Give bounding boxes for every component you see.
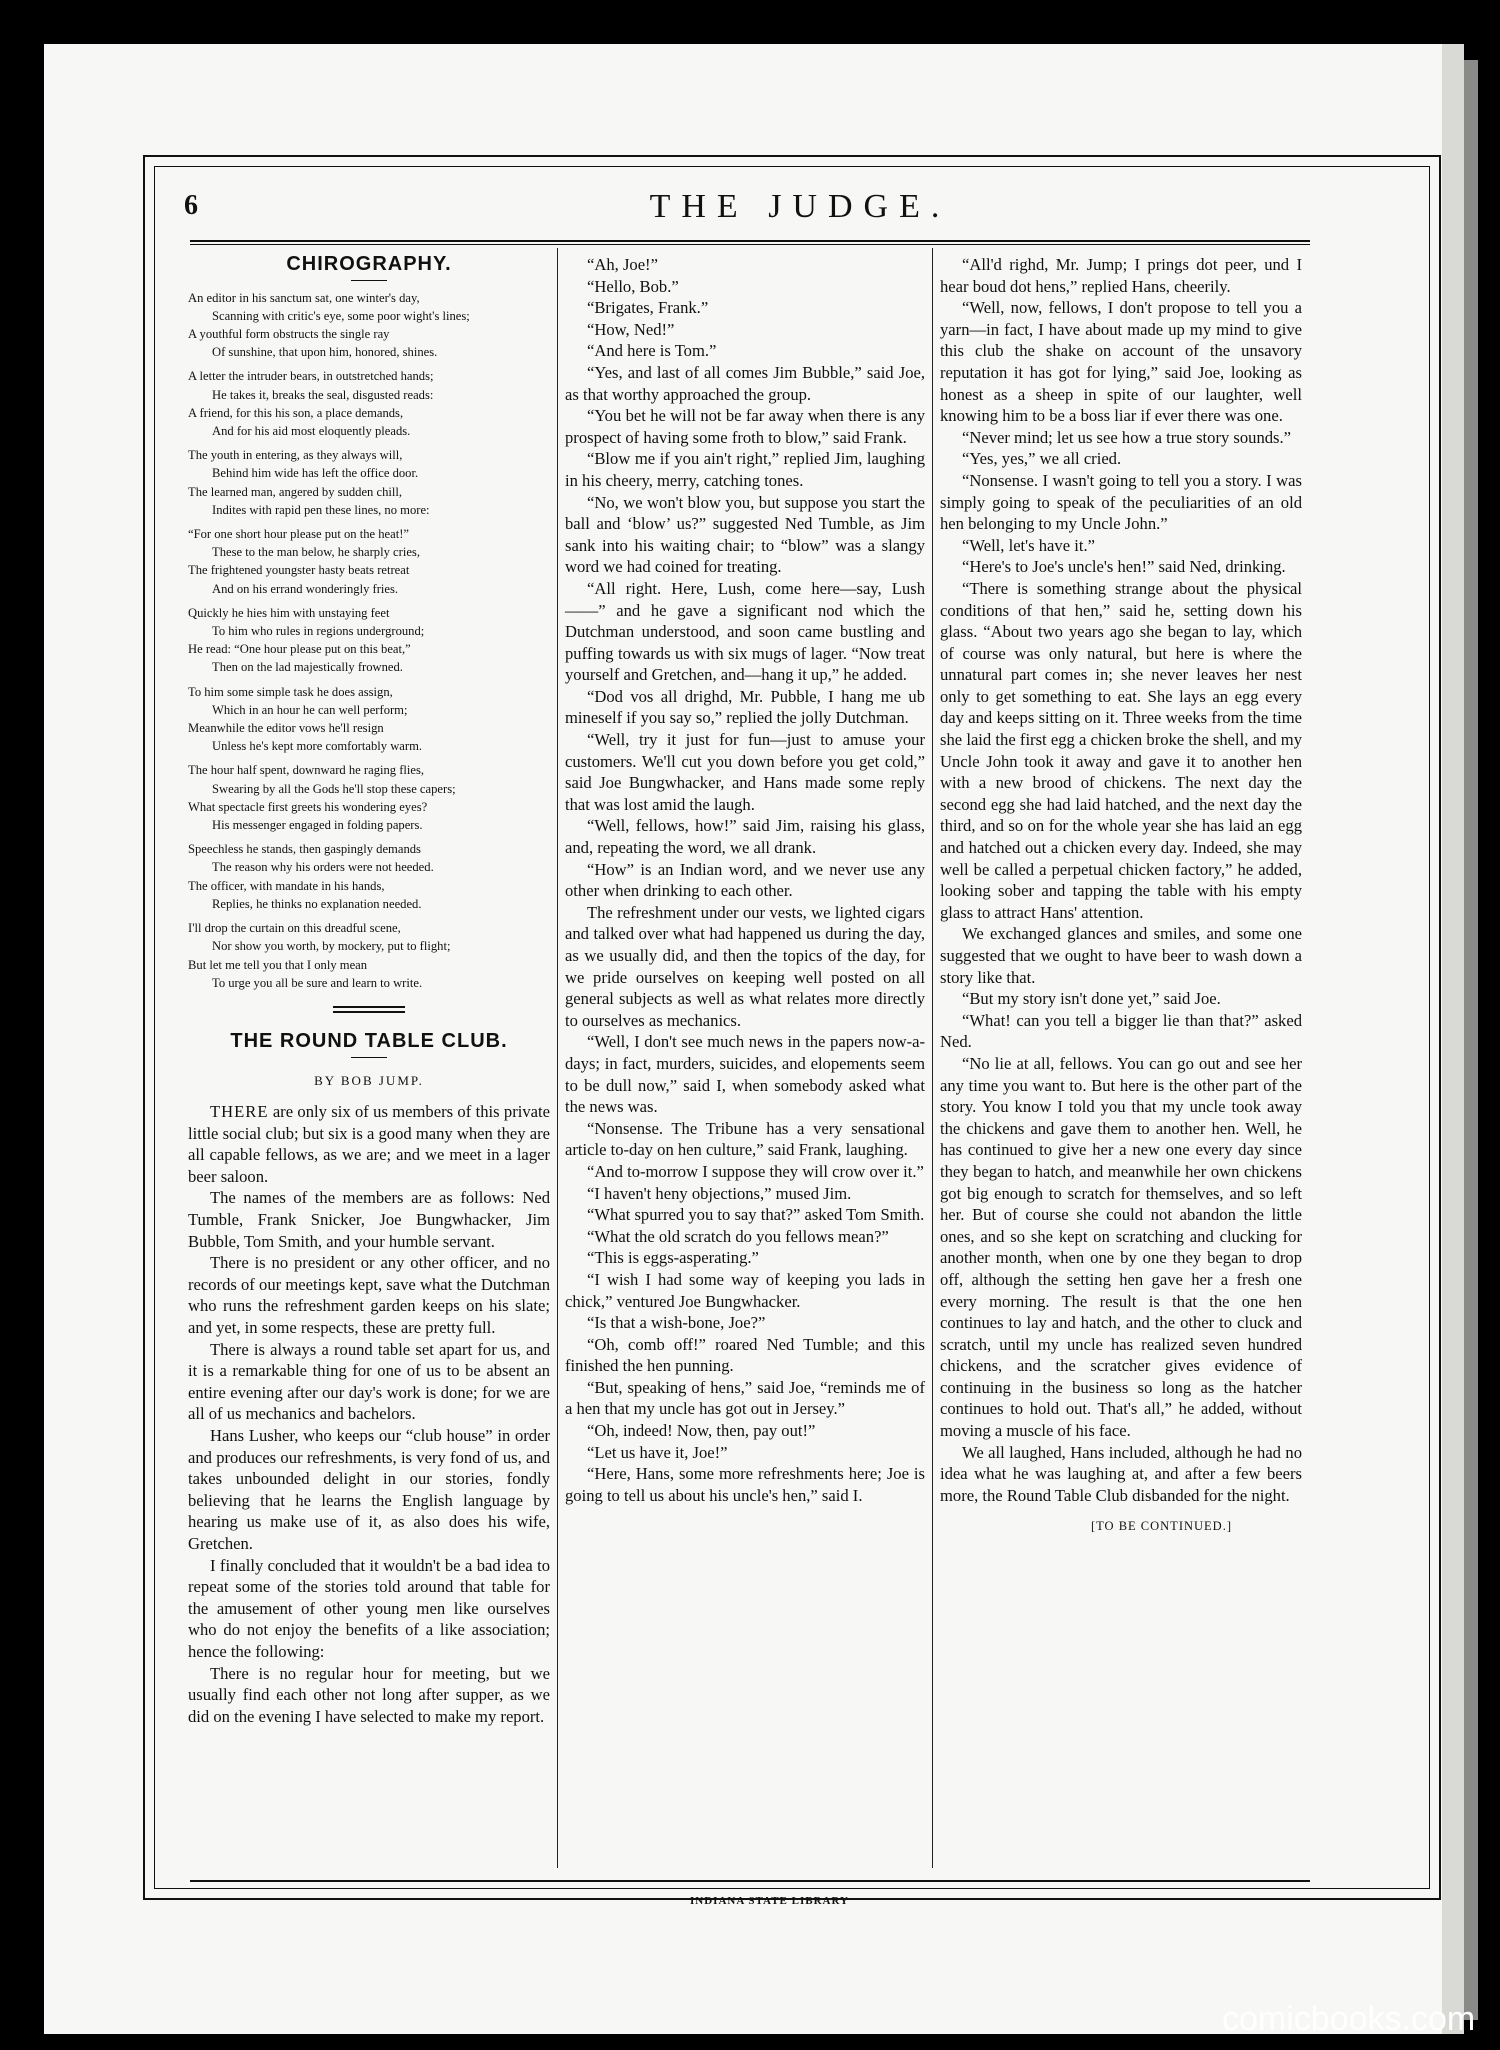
story-paragraph: “Let us have it, Joe!” bbox=[587, 1442, 728, 1462]
poem-line: He takes it, breaks the seal, disgusted reads: bbox=[212, 387, 434, 402]
story-paragraph: “Blow me if you ain't right,” replied Jim, laughing in his cheery, merry, catching tones. bbox=[565, 449, 925, 490]
story-paragraph: “And here is Tom.” bbox=[587, 341, 717, 361]
story-paragraph: We exchanged glances and smiles, and some one suggested that we ought to have beer to wash down a story like that. bbox=[940, 924, 1302, 987]
poem-line: Unless he's kept more comfortably warm. bbox=[212, 739, 423, 754]
story-paragraph: There is always a round table set apart for us, and it is a remarkable thing for one of us to be absent an entire evening after our day's work is done; for we are all of us mechanics and bachelors. bbox=[188, 1339, 550, 1424]
column-divider-2 bbox=[932, 248, 933, 1868]
column-divider-1 bbox=[557, 248, 558, 1868]
story-paragraph: “Nonsense. The Tribune has a very sensational article to-day on hen culture,” said Frank, laughing. bbox=[565, 1118, 925, 1160]
footer-rule bbox=[190, 1880, 1310, 1882]
poem-line: Speechless he stands, then gaspingly demands bbox=[188, 842, 421, 857]
poem-line: And on his errand wonderingly fries. bbox=[212, 581, 399, 596]
title-rule bbox=[351, 280, 387, 281]
poem-line: The reason why his orders were not heeded. bbox=[212, 860, 434, 875]
poem-line: To him who rules in regions underground; bbox=[212, 624, 425, 639]
story-paragraph: “No lie at all, fellows. You can go out and see her any time you want to. But here is the other part of the story. You know I told you that my uncle took away the chickens and gave them to another hen. Well, he has continued to give her a new one every day since they began to hatch, and meanwhile her own chickens got big enough to scratch for themselves, and so left her. But of course she could not abandon the little ones, and so she kept on scratching and clucking for another month, when one by one they began to drop off, although the setting hen gave her a fresh one every morning. The result is that the one hen continues to lay and hatch, and the other to cluck and scratch, until my uncle has realized seven hundred chickens, and the scratcher gives evidence of continuing in the business so long as the hatcher continues to hold out. That's all,” he added, without moving a muscle of his face. bbox=[940, 1053, 1302, 1441]
poem-line: Meanwhile the editor vows he'll resign bbox=[188, 721, 384, 736]
poem-line: Scanning with critic's eye, some poor wight's lines; bbox=[212, 308, 470, 323]
story-paragraph: “Hello, Bob.” bbox=[587, 276, 679, 296]
page-number: 6 bbox=[184, 190, 198, 221]
poem-stanza bbox=[188, 525, 550, 598]
story-paragraph: “Here, Hans, some more refreshments here; Joe is going to tell us about his uncle's hen,” said I. bbox=[565, 1464, 925, 1505]
story-paragraph: “Never mind; let us see how a true story sounds.” bbox=[962, 427, 1292, 447]
poem-line: A youthful form obstructs the single ray bbox=[188, 327, 390, 341]
poem-line: The learned man, angered by sudden chill, bbox=[188, 484, 403, 499]
poem-stanza bbox=[188, 446, 550, 519]
column-1 bbox=[188, 254, 550, 1727]
section-divider bbox=[333, 1006, 405, 1013]
poem-body bbox=[188, 289, 550, 992]
poem-line: But let me tell you that I only mean bbox=[188, 957, 368, 972]
header-rule bbox=[190, 240, 1310, 242]
poem-stanza bbox=[188, 840, 550, 913]
story-paragraph: “Ah, Joe!” bbox=[587, 255, 658, 274]
story-paragraph: “Is that a wish-bone, Joe?” bbox=[587, 1313, 766, 1333]
story-paragraph: “Yes, yes,” we all cried. bbox=[962, 449, 1122, 469]
story-paragraph: “What spurred you to say that?” asked Tom Smith. bbox=[587, 1205, 925, 1225]
to-be-continued: [TO BE CONTINUED.] bbox=[1090, 1519, 1232, 1534]
story-paragraph: “There is something strange about the physical conditions of that hen,” said he, setting down his glass. “About two years ago she began to lay, which of course was only natural, but here is where the unnatural part comes in; she never leaves her nest only to get something to eat. She lays an egg every day and keeps sitting on it. Three weeks from the time she laid the first egg a chicken broke the shell, and my Uncle John took it away and gave it to another hen with a new brood of chickens. The next day the second egg she had laid hatched, and the next day the third, and so on for the whole year she has laid an egg and hatched out a chicken every day. Indeed, she may well be called a perpetual chicken factory,” he added, looking sober and tapping the table with his empty glass to attract Hans' attention. bbox=[940, 578, 1302, 922]
poem-stanza bbox=[188, 919, 550, 992]
story-paragraph: “Oh, comb off!” roared Ned Tumble; and this finished the hen punning. bbox=[565, 1334, 925, 1376]
story-paragraph: There is no president or any other officer, and no records of our meetings kept, save what the Dutchman who runs the refreshment garden keeps on his slate; and yet, in some respects, these are pretty full. bbox=[188, 1253, 550, 1338]
poem-line: The officer, with mandate in his hands, bbox=[188, 878, 385, 893]
poem-line: Of sunshine, that upon him, honored, shines. bbox=[212, 345, 438, 360]
title-rule bbox=[351, 1057, 387, 1058]
poem-title: CHIROGRAPHY. bbox=[286, 253, 452, 275]
poem-line: Nor show you worth, by mockery, put to flight; bbox=[212, 939, 451, 954]
story-paragraph: “What the old scratch do you fellows mean?” bbox=[587, 1226, 889, 1246]
poem-stanza bbox=[188, 683, 550, 756]
story-paragraph: “What! can you tell a bigger lie than that?” asked Ned. bbox=[940, 1010, 1302, 1052]
page-edge-shadow bbox=[1464, 60, 1478, 2020]
poem-stanza bbox=[188, 761, 550, 834]
story-paragraph: “Oh, indeed! Now, then, pay out!” bbox=[587, 1421, 816, 1441]
story-paragraph: “Dod vos all drighd, Mr. Pubble, I hang me ub mineself if you say so,” replied the jolly Dutchman. bbox=[565, 686, 925, 728]
page-edge bbox=[1442, 44, 1464, 2034]
story-paragraph: “Well, I don't see much news in the papers now-a-days; in fact, murders, suicides, and elopements seem to be dull now,” said I, when somebody asked what the news was. bbox=[565, 1032, 925, 1117]
story-paragraph: “Well, fellows, how!” said Jim, raising his glass, and, repeating the word, we all drank. bbox=[565, 816, 925, 858]
poem-line: To urge you all be sure and learn to write. bbox=[212, 975, 423, 990]
poem-line: The youth in entering, as they always will, bbox=[188, 448, 403, 463]
story-paragraph: “All right. Here, Lush, come here—say, Lush——” and he gave a significant nod which the Dutchman understood, and soon came bustling and puffing towards us with six mugs of lager. “Now treat yourself and Gretchen, and—hang it up,” he added. bbox=[565, 578, 925, 685]
story-paragraph: “How, Ned!” bbox=[587, 319, 675, 339]
poem-line: His messenger engaged in folding papers. bbox=[212, 818, 423, 833]
masthead-title: THE JUDGE. bbox=[649, 188, 951, 225]
poem-line: A friend, for this his son, a place demands, bbox=[188, 405, 404, 420]
story-paragraph: “Yes, and last of all comes Jim Bubble,” said Joe, as that worthy approached the group. bbox=[565, 362, 925, 404]
header-rule-thin bbox=[190, 244, 1310, 245]
story-paragraph: THERE are only six of us members of this private little social club; but six is a good many when they are all capable fellows, as we are; and we meet in a lager beer saloon. bbox=[188, 1102, 550, 1186]
story-paragraph: “Nonsense. I wasn't going to tell you a story. I was simply going to speak of the peculiarities of an old hen belonging to my Uncle John.” bbox=[940, 470, 1302, 534]
poem-line: These to the man below, he sharply cries, bbox=[212, 545, 420, 560]
poem-line: An editor in his sanctum sat, one winter's day, bbox=[188, 290, 420, 305]
story-column-3 bbox=[940, 254, 1302, 1506]
poem-line: To him some simple task he does assign, bbox=[188, 684, 393, 699]
story-paragraph: “I wish I had some way of keeping you lads in chick,” ventured Joe Bungwhacker. bbox=[565, 1269, 925, 1311]
story-paragraph: The refreshment under our vests, we lighted cigars and talked over what had happened us during the day, as we usually did, and then the topics of the day, for we pride ourselves on keeping well posted on all general subjects as well as what relates more directly to ourselves as mechanics. bbox=[565, 902, 925, 1030]
byline: BY BOB JUMP. bbox=[314, 1072, 424, 1088]
poem-line: And for his aid most eloquently pleads. bbox=[212, 424, 411, 439]
story-column-2 bbox=[565, 254, 925, 1506]
poem-line: Which in an hour he can well perform; bbox=[212, 702, 408, 717]
poem-line: He read: “One hour please put on this beat,” bbox=[188, 642, 411, 657]
story-paragraph: “How” is an Indian word, and we never use any other when drinking to each other. bbox=[565, 859, 925, 901]
story-paragraph: “Well, let's have it.” bbox=[962, 535, 1095, 555]
poem-line: What spectacle first greets his wondering eyes? bbox=[188, 799, 428, 814]
poem-stanza bbox=[188, 289, 550, 362]
story-paragraph: Hans Lusher, who keeps our “club house” in order and produces our refreshments, is very fond of us, and takes unbounded delight in our stories, fondly believing that he learns the English language by hearing us make use of it, as also does his wife, Gretchen. bbox=[188, 1426, 550, 1553]
story-paragraph: “Here's to Joe's uncle's hen!” said Ned, drinking. bbox=[962, 557, 1286, 577]
poem-line: Behind him wide has left the office door. bbox=[212, 466, 419, 481]
story-paragraph: “I haven't heny objections,” mused Jim. bbox=[587, 1183, 852, 1203]
poem-line: A letter the intruder bears, in outstretched hands; bbox=[188, 369, 434, 384]
column-3 bbox=[940, 254, 1302, 1538]
poem-stanza bbox=[188, 604, 550, 677]
story-paragraph: “But, speaking of hens,” said Joe, “reminds me of a hen that my uncle has got out in Jersey.” bbox=[565, 1377, 925, 1419]
story-paragraph: “Well, try it just for fun—just to amuse your customers. We'll cut you down before you get cold,” said Joe Bungwhacker, and Hans made some reply that was lost amid the laugh. bbox=[565, 730, 925, 814]
poem-line: Quickly he hies him with unstaying feet bbox=[188, 605, 390, 620]
story-paragraph: “Brigates, Frank.” bbox=[587, 298, 709, 318]
poem-line: Replies, he thinks no explanation needed. bbox=[212, 896, 422, 911]
story-paragraph: “And to-morrow I suppose they will crow over it.” bbox=[587, 1161, 924, 1181]
story-paragraph: “But my story isn't done yet,” said Joe. bbox=[962, 989, 1221, 1009]
poem-line: Indites with rapid pen these lines, no more: bbox=[212, 502, 430, 517]
story-title: THE ROUND TABLE CLUB. bbox=[230, 1029, 508, 1052]
story-paragraph: “All'd righd, Mr. Jump; I prings dot peer, und I hear boud dot hens,” replied Hans, cheerily. bbox=[940, 255, 1302, 296]
poem-line: The frightened youngster hasty beats retreat bbox=[188, 563, 410, 578]
story-paragraph: “This is eggs-asperating.” bbox=[587, 1248, 759, 1268]
poem-line: Then on the lad majestically frowned. bbox=[212, 660, 403, 675]
poem-stanza bbox=[188, 367, 550, 440]
poem-line: “For one short hour please put on the heat!” bbox=[188, 527, 410, 542]
story-paragraph: There is no regular hour for meeting, but we usually find each other not long after supper, as we did on the evening I have selected to make my report. bbox=[188, 1663, 550, 1726]
story-paragraph: The names of the members are as follows: Ned Tumble, Frank Snicker, Joe Bungwhacker, Jim Bubble, Tom Smith, and your humble servant. bbox=[188, 1188, 550, 1251]
story-paragraph: “Well, now, fellows, I don't propose to tell you a yarn—in fact, I have about made up my mind to give this club the shake on account of the unsavory reputation it has got for lying,” said Joe, looking as honest as a sheep in spite of our laughter, well knowing him to be a boss liar if ever there was one. bbox=[940, 298, 1302, 426]
story-paragraph: “You bet he will not be far away when there is any prospect of having some froth to blow,” said Frank. bbox=[565, 406, 925, 447]
story-paragraph: I finally concluded that it wouldn't be a bad idea to repeat some of the stories told around that table for the amusement of other young men like ourselves who do not enjoy the benefits of a like association; hence the following: bbox=[188, 1555, 550, 1661]
poem-line: Swearing by all the Gods he'll stop these capers; bbox=[212, 781, 456, 796]
story-paragraph: “No, we won't blow you, but suppose you start the ball and ‘blow’ us?” suggested Ned Tumble, as Jim sank into his waiting chair; to “blow” was a slangy word we had coined for treating. bbox=[565, 492, 925, 577]
poem-line: The hour half spent, downward he raging flies, bbox=[188, 763, 425, 778]
library-stamp: INDIANA STATE LIBRARY bbox=[690, 1895, 849, 1907]
story-column-1 bbox=[188, 1101, 550, 1727]
watermark: comicbooks.com bbox=[1222, 2000, 1476, 2038]
poem-line: I'll drop the curtain on this dreadful scene, bbox=[188, 921, 401, 936]
story-paragraph: We all laughed, Hans included, although he had no idea what he was laughing at, and after a few beers more, the Round Table Club disbanded for the night. bbox=[940, 1442, 1302, 1505]
